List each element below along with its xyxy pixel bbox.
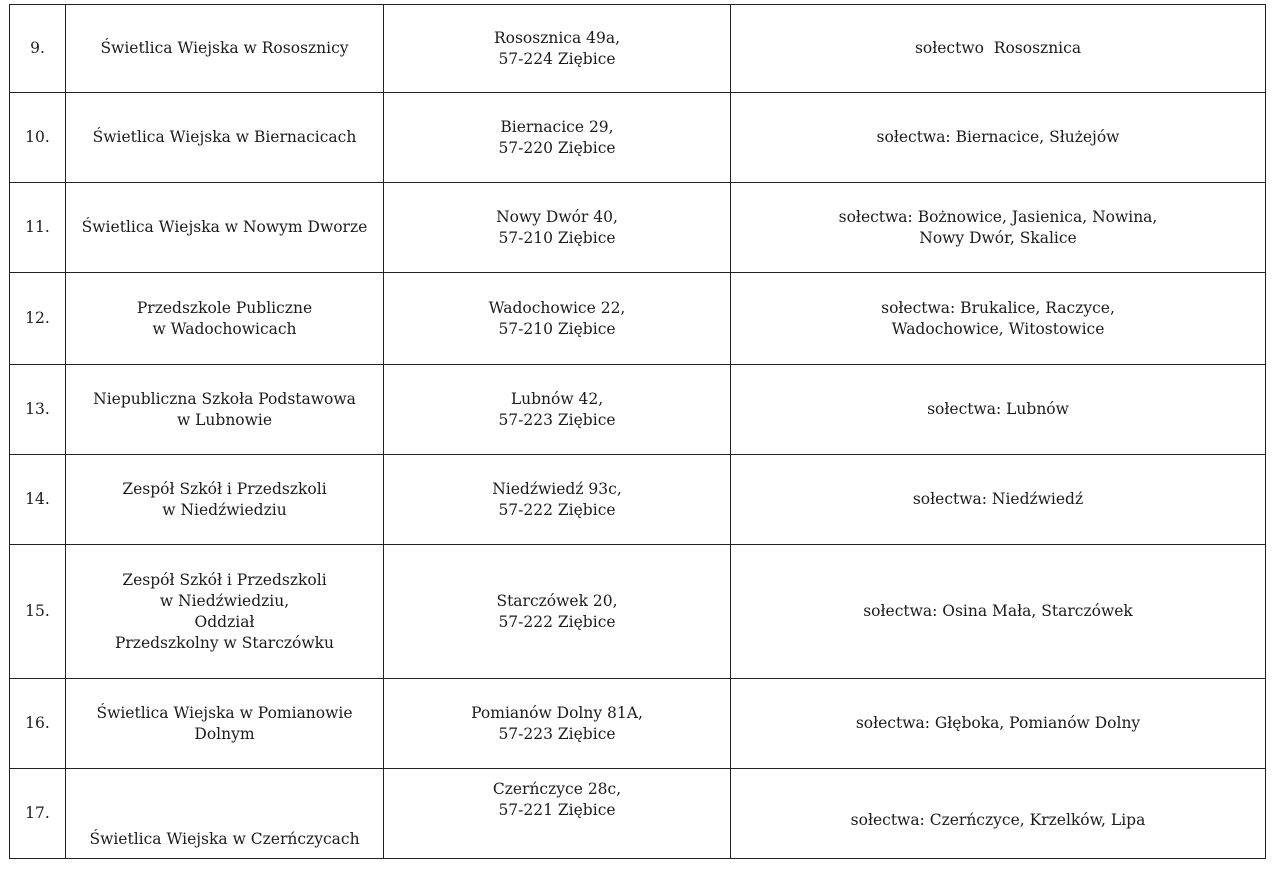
- row-number: 12.: [10, 273, 66, 365]
- row-number: 10.: [10, 93, 66, 183]
- locations-table-body: [10, 5, 1266, 859]
- row-number: 11.: [10, 183, 66, 273]
- facility-address: Biernacice 29, 57-220 Ziębice: [384, 93, 731, 183]
- service-area: sołectwa: Bożnowice, Jasienica, Nowina, Nowy Dwór, Skalice: [731, 183, 1266, 273]
- table-row: [10, 769, 1266, 859]
- row-number: 13.: [10, 365, 66, 455]
- service-area: sołectwa: Lubnów: [731, 365, 1266, 455]
- locations-table: [9, 4, 1266, 859]
- row-number: 14.: [10, 455, 66, 545]
- service-area: sołectwa: Niedźwiedź: [731, 455, 1266, 545]
- facility-name: Niepubliczna Szkoła Podstawowa w Lubnowie: [66, 365, 384, 455]
- facility-name: Zespół Szkół i Przedszkoli w Niedźwiedziu, Oddział Przedszkolny w Starczówku: [66, 545, 384, 679]
- facility-name: Świetlica Wiejska w Biernacicach: [66, 93, 384, 183]
- row-number: 9.: [10, 5, 66, 93]
- facility-name: Świetlica Wiejska w Czerńczycach: [66, 769, 384, 859]
- table-row: [10, 183, 1266, 273]
- facility-address: Wadochowice 22, 57-210 Ziębice: [384, 273, 731, 365]
- service-area: sołectwa: Głęboka, Pomianów Dolny: [731, 679, 1266, 769]
- service-area: sołectwa: Biernacice, Służejów: [731, 93, 1266, 183]
- facility-address: Starczówek 20, 57-222 Ziębice: [384, 545, 731, 679]
- facility-name: Przedszkole Publiczne w Wadochowicach: [66, 273, 384, 365]
- facility-name: Zespół Szkół i Przedszkoli w Niedźwiedziu: [66, 455, 384, 545]
- row-number: 16.: [10, 679, 66, 769]
- table-row: [10, 545, 1266, 679]
- facility-name: Świetlica Wiejska w Pomianowie Dolnym: [66, 679, 384, 769]
- row-number: 17.: [10, 769, 66, 859]
- facility-address: Nowy Dwór 40, 57-210 Ziębice: [384, 183, 731, 273]
- table-row: [10, 273, 1266, 365]
- service-area: sołectwa: Osina Mała, Starczówek: [731, 545, 1266, 679]
- table-row: [10, 455, 1266, 545]
- facility-address: Czerńczyce 28c, 57-221 Ziębice: [384, 769, 731, 859]
- service-area: sołectwo Rososznica: [731, 5, 1266, 93]
- table-row: [10, 679, 1266, 769]
- facility-address: Pomianów Dolny 81A, 57-223 Ziębice: [384, 679, 731, 769]
- facility-address: Rososznica 49a, 57-224 Ziębice: [384, 5, 731, 93]
- table-row: [10, 365, 1266, 455]
- facility-name: Świetlica Wiejska w Nowym Dworze: [66, 183, 384, 273]
- facility-address: Lubnów 42, 57-223 Ziębice: [384, 365, 731, 455]
- facility-address: Niedźwiedź 93c, 57-222 Ziębice: [384, 455, 731, 545]
- service-area: sołectwa: Brukalice, Raczyce, Wadochowice, Witostowice: [731, 273, 1266, 365]
- service-area: sołectwa: Czerńczyce, Krzelków, Lipa: [731, 769, 1266, 859]
- facility-name: Świetlica Wiejska w Rososznicy: [66, 5, 384, 93]
- row-number: 15.: [10, 545, 66, 679]
- table-row: [10, 5, 1266, 93]
- table-row: [10, 93, 1266, 183]
